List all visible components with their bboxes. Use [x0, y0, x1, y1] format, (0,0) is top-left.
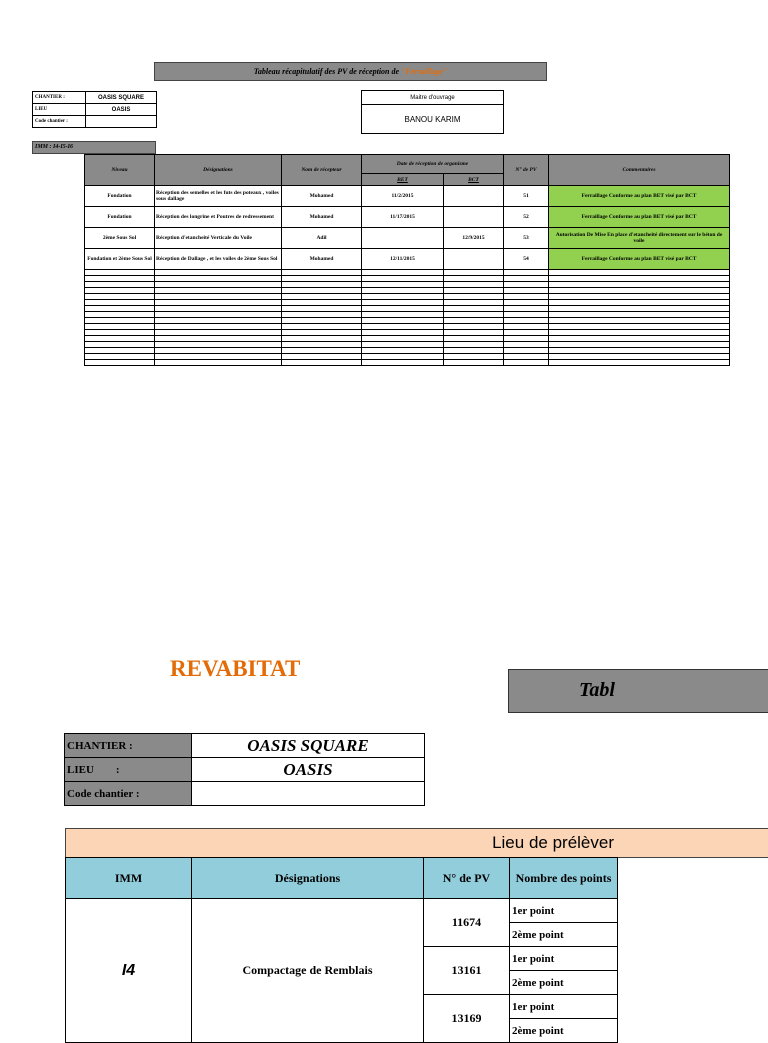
cell-commentaire: Ferraillage Conforme au plan BET visé par BCT	[549, 207, 730, 228]
cell-pv: 53	[504, 228, 549, 249]
cell-commentaire: Autorisation De Mise En place d'etancheité directement sur le béton de voile	[549, 228, 730, 249]
title-highlight: "Ferraillage"	[401, 67, 448, 76]
cell-designation: Réception d'etancheité Verticale du Voile	[155, 228, 282, 249]
cell-bet	[362, 228, 444, 249]
point-label: 1er point	[510, 947, 618, 971]
code-chantier-label: Code chantier :	[33, 116, 86, 128]
point-label: 2ème point	[510, 1019, 618, 1043]
header-points: Nombre des points	[510, 858, 618, 899]
header-bct: BCT	[444, 174, 504, 186]
table-row	[85, 207, 730, 228]
empty-cell	[362, 360, 444, 366]
cell-pv: 54	[504, 249, 549, 270]
cell-bct	[444, 207, 504, 228]
cell-commentaire: Ferraillage Conforme au plan BET visé par BCT	[549, 249, 730, 270]
header-imm: IMM	[66, 858, 192, 899]
summary-title	[154, 62, 547, 81]
chantier-value: OASIS SQUARE	[192, 734, 425, 758]
lieu-label: LIEU :	[65, 758, 192, 782]
site-info-table-large	[64, 733, 425, 806]
header-niveau: Niveau	[85, 155, 155, 186]
code-chantier-value	[192, 782, 425, 806]
owner-box	[361, 90, 504, 134]
lieu-label: LIEU	[33, 104, 86, 116]
cell-pv: 51	[504, 186, 549, 207]
cell-commentaire: Ferraillage Conforme au plan BET visé par BCT	[549, 186, 730, 207]
designation-value: Compactage de Remblais	[192, 899, 424, 1043]
cell-receveur: Adil	[282, 228, 362, 249]
cell-bct: 12/9/2015	[444, 228, 504, 249]
chantier-value: OASIS SQUARE	[86, 92, 157, 104]
header-bet: BET	[362, 174, 444, 186]
bottom-title-fragment: Tabl	[508, 669, 768, 713]
cell-designation: Réception des semelles et les futs des poteaux , voiles sous dallage	[155, 186, 282, 207]
empty-cell	[85, 360, 155, 366]
table-row	[85, 249, 730, 270]
code-chantier-label: Code chantier :	[65, 782, 192, 806]
cell-bet: 12/11/2015	[362, 249, 444, 270]
cell-pv: 52	[504, 207, 549, 228]
cell-niveau: Fondation et 2ème Sous Sol	[85, 249, 155, 270]
header-pv: N° de PV	[504, 155, 549, 186]
empty-cell	[549, 360, 730, 366]
imm-value: I4	[66, 899, 192, 1043]
cell-niveau: Fondation	[85, 186, 155, 207]
header-commentaires: Commentaires	[549, 155, 730, 186]
header-pv: N° de PV	[424, 858, 510, 899]
code-chantier-value	[86, 116, 157, 128]
pv-number: 13169	[424, 995, 510, 1043]
pv-table	[84, 154, 730, 366]
empty-rows	[85, 270, 730, 366]
site-info-table	[32, 91, 157, 128]
empty-cell	[444, 360, 504, 366]
revabitat-logo: REVABITAT	[170, 656, 301, 681]
header-designations: Désignations	[155, 155, 282, 186]
empty-cell	[282, 360, 362, 366]
cell-bet: 11/2/2015	[362, 186, 444, 207]
empty-cell	[504, 360, 549, 366]
cell-receveur: Mohamed	[282, 249, 362, 270]
point-label: 1er point	[510, 899, 618, 923]
table-row	[85, 186, 730, 207]
lieu-value: OASIS	[192, 758, 425, 782]
header-receveur: Nom de récepteur	[282, 155, 362, 186]
cell-bct	[444, 249, 504, 270]
point-label: 2ème point	[510, 923, 618, 947]
cell-designation: Réception de Dallage , et les voiles de 2ème Sous Sol	[155, 249, 282, 270]
chantier-label: CHANTIER :	[33, 92, 86, 104]
cell-bct	[444, 186, 504, 207]
cell-receveur: Mohamed	[282, 186, 362, 207]
empty-table-row	[85, 360, 730, 366]
point-label: 2ème point	[510, 971, 618, 995]
owner-label: Maitre d'ouvrage	[362, 91, 504, 105]
title-prefix: Tableau récapitulatif des PV de réception de	[253, 67, 402, 76]
lieu-value: OASIS	[86, 104, 157, 116]
header-date: Date de réception de organisme	[362, 155, 504, 174]
cell-designation: Réception des longrine et Poutres de redressement	[155, 207, 282, 228]
lieu-prelever-label: Lieu de prélèver	[65, 828, 768, 858]
cell-receveur: Mohamed	[282, 207, 362, 228]
cell-niveau: 2ème Sous Sol	[85, 228, 155, 249]
pv-number: 13161	[424, 947, 510, 995]
pv-number: 11674	[424, 899, 510, 947]
header-designations: Désignations	[192, 858, 424, 899]
cell-bet: 11/17/2015	[362, 207, 444, 228]
cell-niveau: Fondation	[85, 207, 155, 228]
compactage-table	[65, 857, 618, 1043]
chantier-label: CHANTIER :	[65, 734, 192, 758]
table-row	[85, 228, 730, 249]
empty-cell	[155, 360, 282, 366]
point-label: 1er point	[510, 995, 618, 1019]
owner-name: BANOU KARIM	[362, 105, 504, 134]
imm-label: IMM : I4-I5-I6	[32, 141, 156, 154]
